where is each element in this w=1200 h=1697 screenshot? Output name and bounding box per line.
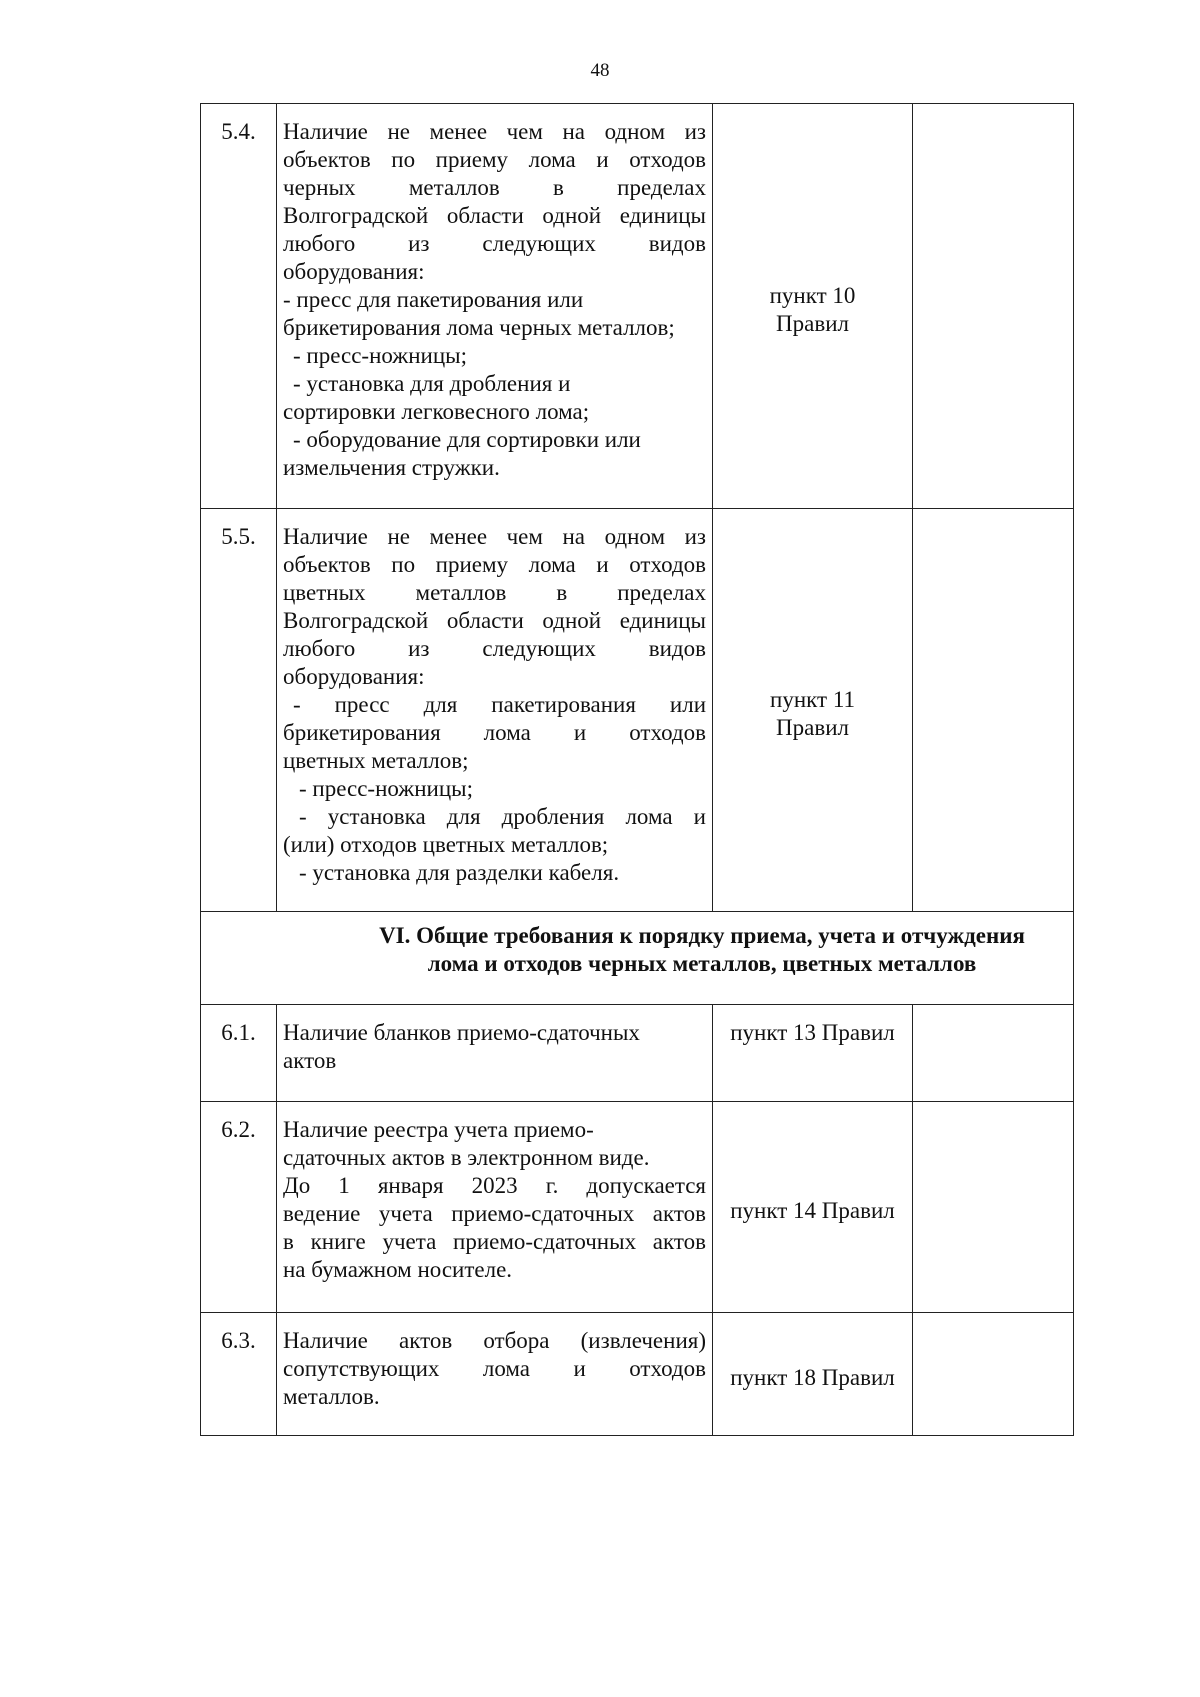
table-row-6-2 [201,1102,1074,1313]
row-number: 6.1. [201,1005,277,1102]
requirement-line: - пресс-ножницы; [299,776,473,801]
answer-cell [913,509,1074,912]
requirement-line: Наличие актов отбора (извлечения) [283,1328,706,1353]
requirement-text [277,509,713,912]
requirement-line: в книге учета приемо-сдаточных актов [283,1229,706,1254]
requirement-line: - установка для дробления и [293,371,571,396]
requirement-line: (или) отходов цветных металлов; [283,832,609,857]
row-number: 6.2. [201,1102,277,1313]
section-heading [201,912,1074,1005]
requirement-line: цветных металлов; [283,748,469,773]
requirement-line: - установка для дробления лома и [299,804,706,829]
answer-cell [913,1313,1074,1436]
table-row-5-4 [201,104,1074,509]
requirement-line: сопутствующих лома и отходов [283,1356,706,1381]
row-number: 6.3. [201,1313,277,1436]
row-number: 5.5. [201,509,277,912]
requirement-line: До 1 января 2023 г. допускается [283,1173,706,1198]
requirement-line: любого из следующих видов [283,636,706,661]
rule-reference: пункт 14 Правил [713,1102,913,1313]
rule-reference: пункт 18 Правил [713,1313,913,1436]
requirement-text [277,1005,713,1102]
answer-cell [913,1102,1074,1313]
requirement-line: Наличие бланков приемо-сдаточных [283,1020,640,1045]
rule-reference-line: пункт 10 [769,283,856,308]
requirement-line: - пресс для пакетирования или [293,692,706,717]
answer-cell [913,104,1074,509]
requirement-line: оборудования: [283,664,425,689]
rule-reference-line: Правил [776,311,849,336]
requirement-text [277,1102,713,1313]
section-heading-row [201,912,1074,1005]
rule-reference: пункт 13 Правил [713,1005,913,1102]
requirement-line: сортировки легковесного лома; [283,399,590,424]
rule-reference [713,104,913,509]
requirement-line: - установка для разделки кабеля. [299,860,620,885]
requirement-line: сдаточных актов в электронном виде. [283,1145,650,1170]
requirement-line: оборудования: [283,259,425,284]
requirement-line: ведение учета приемо-сдаточных актов [283,1201,706,1226]
requirement-line: Наличие не менее чем на одном из [283,119,706,144]
requirement-line: объектов по приему лома и отходов [283,147,706,172]
requirements-table [200,103,1074,1436]
section-heading-line: лома и отходов черных металлов, цветных металлов [427,951,977,976]
table-row-6-1 [201,1005,1074,1102]
requirement-line: Волгоградской области одной единицы [283,608,706,633]
requirement-line: на бумажном носителе. [283,1257,513,1282]
requirement-line: актов [283,1048,337,1073]
requirement-text [277,104,713,509]
table-row-6-3 [201,1313,1074,1436]
requirement-line: - пресс-ножницы; [293,343,467,368]
requirement-line: - оборудование для сортировки или [293,427,641,452]
requirement-line: черных металлов в пределах [283,175,706,200]
rule-reference-line: Правил [776,715,849,740]
rule-reference-line: пункт 11 [770,687,855,712]
section-heading-line: VI. Общие требования к порядку приема, учета и отчуждения [379,923,1025,948]
requirement-text [277,1313,713,1436]
requirement-line: металлов. [283,1384,380,1409]
requirement-line: измельчения стружки. [283,455,500,480]
page-number: 48 [590,60,610,81]
requirement-line: Наличие не менее чем на одном из [283,524,706,549]
table-row-5-5 [201,509,1074,912]
requirement-line: Наличие реестра учета приемо- [283,1117,594,1142]
requirement-line: брикетирования лома и отходов [283,720,706,745]
row-number: 5.4. [201,104,277,509]
answer-cell [913,1005,1074,1102]
requirement-line: объектов по приему лома и отходов [283,552,706,577]
requirement-line: - пресс для пакетирования или [283,287,584,312]
requirement-line: Волгоградской области одной единицы [283,203,706,228]
requirement-line: брикетирования лома черных металлов; [283,315,675,340]
rule-reference [713,509,913,912]
requirement-line: любого из следующих видов [283,231,706,256]
requirement-line: цветных металлов в пределах [283,580,706,605]
